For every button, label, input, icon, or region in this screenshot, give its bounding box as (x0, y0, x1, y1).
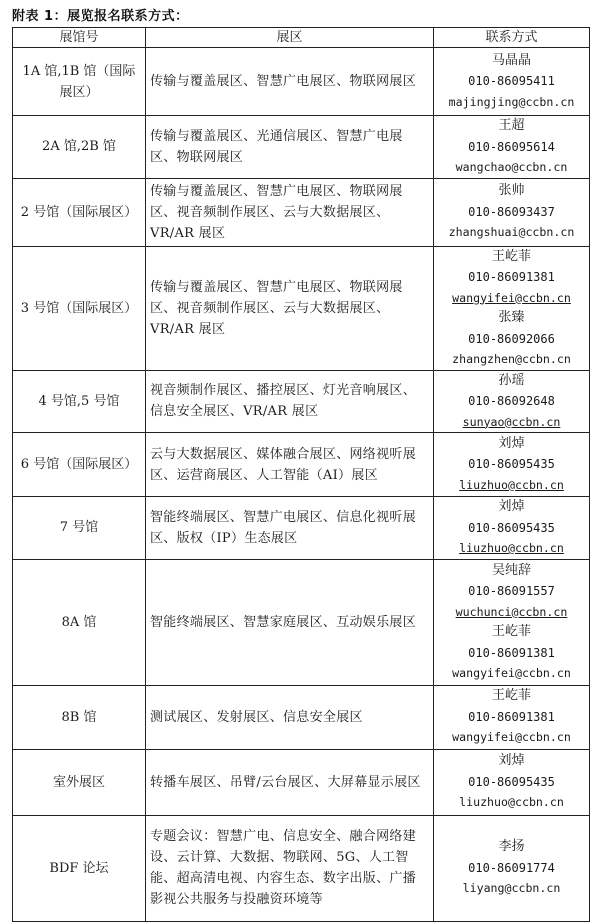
contact-cell (434, 749, 590, 815)
contact-phone: 010-86091381 (468, 270, 555, 284)
zone-cell: 专题会议：智慧广电、信息安全、融合网络建设、云计算、大数据、物联网、5G、人工智能、超高清电视、内容生态、数字出版、广播影视公共服务与投融资环境等 (146, 815, 434, 921)
header-contact: 联系方式 (434, 28, 590, 48)
contact-email[interactable]: wangyifei@ccbn.cn (452, 666, 571, 680)
contact-email[interactable]: liuzhuo@ccbn.cn (459, 477, 564, 492)
contact-phone: 010-86095435 (468, 520, 555, 535)
table-row (13, 116, 590, 179)
contact-phone: 010-86095614 (468, 139, 555, 154)
contact-phone: 010-86091381 (468, 645, 555, 660)
table-row (13, 48, 590, 116)
contact-name: 王屹菲 (491, 624, 531, 639)
contact-cell (434, 48, 590, 116)
zone-cell: 传输与覆盖展区、智慧广电展区、物联网展区、视音频制作展区、云与大数据展区、VR/AR 展区 (146, 246, 434, 370)
hall-cell: BDF 论坛 (13, 815, 146, 921)
contact-phone: 010-86095435 (468, 457, 555, 472)
zone-cell: 传输与覆盖展区、光通信展区、智慧广电展区、物联网展区 (146, 116, 434, 179)
table-row (13, 685, 590, 749)
contact-email[interactable]: wangyifei@ccbn.cn (452, 290, 571, 305)
header-hall: 展馆号 (13, 28, 146, 48)
contact-email[interactable]: wangchao@ccbn.cn (455, 160, 568, 174)
contact-email[interactable]: zhangzhen@ccbn.cn (452, 352, 571, 366)
hall-cell: 3 号馆（国际展区） (13, 246, 146, 370)
contact-email[interactable]: sunyao@ccbn.cn (462, 414, 561, 429)
contact-name: 张臻 (498, 310, 525, 325)
table-row (13, 433, 590, 497)
table-caption: 附表 1：展览报名联系方式： (12, 9, 189, 24)
hall-cell: 室外展区 (13, 749, 146, 815)
contact-phone: 010-86093437 (468, 204, 555, 219)
contact-cell (434, 178, 590, 246)
contact-name: 李扬 (498, 839, 525, 855)
contact-phone: 010-86092066 (468, 331, 555, 346)
hall-cell: 8A 馆 (13, 559, 146, 685)
table-row (13, 178, 590, 246)
zone-cell: 传输与覆盖展区、智慧广电展区、物联网展区、视音频制作展区、云与大数据展区、VR/AR 展区 (146, 178, 434, 246)
zone-cell: 智能终端展区、智慧广电展区、信息化视听展区、版权（IP）生态展区 (146, 497, 434, 560)
hall-cell: 6 号馆（国际展区） (13, 433, 146, 497)
contact-name: 王屹菲 (491, 688, 531, 704)
contact-email[interactable]: liyang@ccbn.cn (462, 881, 561, 896)
contact-phone: 010-86095411 (468, 74, 555, 89)
contact-email[interactable]: liuzhuo@ccbn.cn (459, 795, 564, 810)
contact-table (12, 27, 590, 922)
contact-email[interactable]: wangyifei@ccbn.cn (452, 730, 571, 745)
table-row (13, 370, 590, 433)
contact-cell (434, 433, 590, 497)
header-row (13, 28, 590, 48)
contact-phone: 010-86091774 (468, 860, 555, 875)
contact-name: 王超 (498, 118, 525, 133)
contact-name: 刘焯 (498, 435, 525, 451)
contact-email[interactable]: zhangshuai@ccbn.cn (448, 225, 575, 240)
contact-email[interactable]: majingjing@ccbn.cn (448, 94, 575, 109)
header-zone: 展区 (146, 28, 434, 48)
contact-phone: 010-86091381 (468, 709, 555, 724)
table-row (13, 497, 590, 560)
contact-name: 吴纯辞 (491, 562, 531, 578)
contact-name: 张帅 (498, 183, 525, 199)
contact-name: 马晶晶 (491, 52, 531, 68)
hall-cell: 4 号馆,5 号馆 (13, 370, 146, 433)
hall-cell: 8B 馆 (13, 685, 146, 749)
hall-cell: 7 号馆 (13, 497, 146, 560)
hall-cell: 2A 馆,2B 馆 (13, 116, 146, 179)
contact-name: 刘焯 (498, 753, 525, 769)
contact-email[interactable]: wuchunci@ccbn.cn (455, 604, 568, 619)
contact-phone: 010-86091557 (468, 584, 555, 598)
table-row (13, 559, 590, 685)
contact-name: 孙瑶 (498, 372, 525, 388)
contact-name: 刘焯 (498, 499, 525, 514)
table-row (13, 246, 590, 370)
contact-cell (434, 246, 590, 370)
contact-phone: 010-86092648 (468, 394, 555, 408)
zone-cell: 云与大数据展区、媒体融合展区、网络视听展区、运营商展区、人工智能（AI）展区 (146, 433, 434, 497)
zone-cell: 传输与覆盖展区、智慧广电展区、物联网展区 (146, 48, 434, 116)
zone-cell: 测试展区、发射展区、信息安全展区 (146, 685, 434, 749)
contact-cell (434, 370, 590, 433)
hall-cell: 2 号馆（国际展区） (13, 178, 146, 246)
contact-cell (434, 497, 590, 560)
zone-cell: 转播车展区、吊臂/云台展区、大屏幕显示展区 (146, 749, 434, 815)
table-row (13, 749, 590, 815)
zone-cell: 智能终端展区、智慧家庭展区、互动娱乐展区 (146, 559, 434, 685)
zone-cell: 视音频制作展区、播控展区、灯光音响展区、信息安全展区、VR/AR 展区 (146, 370, 434, 433)
contact-cell (434, 116, 590, 179)
contact-email[interactable]: liuzhuo@ccbn.cn (459, 541, 564, 555)
contact-cell (434, 815, 590, 921)
table-row (13, 815, 590, 921)
hall-cell: 1A 馆,1B 馆（国际展区） (13, 48, 146, 116)
contact-name: 王屹菲 (491, 248, 531, 264)
contact-cell (434, 685, 590, 749)
contact-cell (434, 559, 590, 685)
contact-phone: 010-86095435 (468, 774, 555, 789)
